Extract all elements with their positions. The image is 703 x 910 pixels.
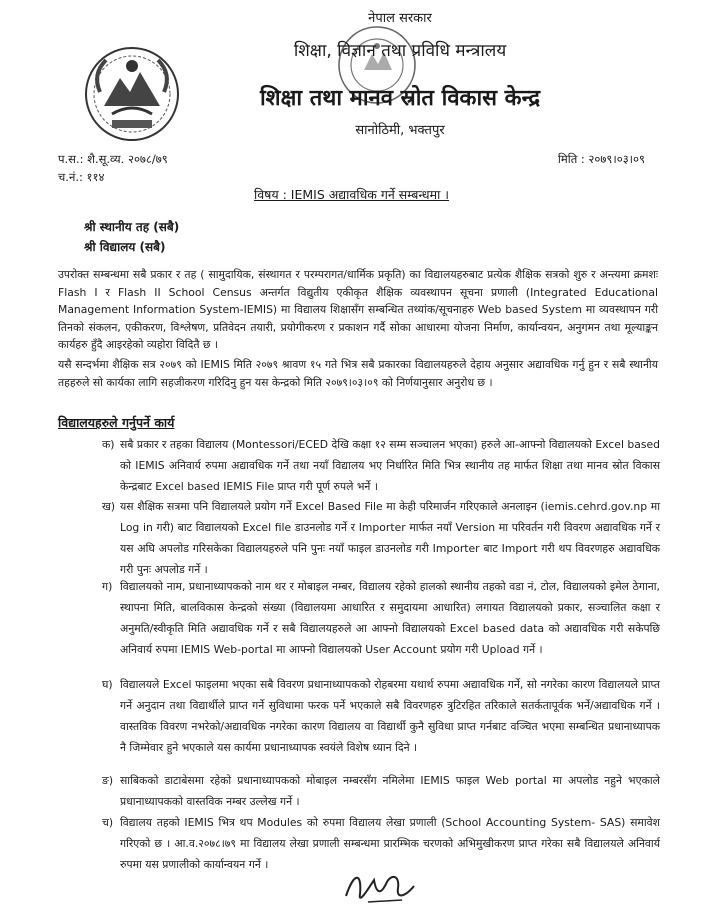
government-title: नेपाल सरकार — [368, 11, 432, 26]
task-marker: घ) — [102, 678, 113, 691]
task-text: विद्यालय तहको IEMIS भित्र थप Modules को रुपमा विद्यालय लेखा प्रणाली (School Accounting System- SAS) समावेश गरिएको छ । आ.व.२०७८।७९ मा विद्यालय लेखा प्रणाली सम्बन्धमा प्रारम्भिक चरणको अभिमुखीकरण प्राप्त गरेका सबै विद्यालयले अनिवार्य रुपमा यस प्रणालीको कार्यान्वयन गर्ने । — [120, 816, 660, 871]
task-marker: ग) — [102, 580, 113, 593]
task-text: विद्यालयले Excel फाइलमा भएका सबै विवरण प्रधानाध्यापकको रोहबरमा यथार्थ रुपमा अद्यावधिक गर्ने, सो नगरेका कारण विद्यालयले प्राप्त गर्ने अनुदान तथा विद्यार्थीले प्राप्त गर्ने सुविधामा फरक पर्ने भएकाले सबै विवरणहरु त्रुटिरहित तरिकाले सतर्कतापूर्वक भर्ने/अद्यावधिक गर्ने । वास्तविक विवरण नभरेको/अद्यावधिक नगरेका कारण विद्यालय वा विद्यार्थी कुनै सुविधा प्राप्त गर्नबाट वञ्चित भएमा सम्बन्धित प्रधानाध्यापक नै जिम्मेवार हुने भएकाले यस कार्यमा प्रधानाध्यापक स्वयंले विशेष ध्यान दिने । — [120, 678, 660, 754]
subject-line — [0, 186, 703, 203]
task-marker: क) — [102, 438, 115, 451]
handwritten-signature-icon — [340, 866, 420, 910]
paragraph-request: यसै सन्दर्भमा शैक्षिक सत्र २०७९ को IEMIS मिति २०७९ श्रावण १५ गते भित्र सबै प्रकारका विद्यालयहरुले देहाय अनुसार अद्यावधिक गर्नु हुन र सबै स्थानीय तहहरुले सो कार्यका लागि सहजीकरण गरिदिनु हुन यस केन्द्रको मिति २०७९।०३।०९ को निर्णयानुसार अनुरोध छ । — [58, 358, 658, 389]
task-marker: ङ) — [102, 774, 114, 787]
dispatch-number: च.नं.: ११४ — [58, 170, 105, 184]
task-text: साबिकको डाटाबेसमा रहेको प्रधानाध्यापकको मोबाइल नम्बरसँग नमिलेमा IEMIS फाइल Web portal मा अपलोड नहुने भएकाले प्रधानाध्यापकको वास्तविक नम्बर उल्लेख गर्ने । — [120, 774, 660, 808]
task-text: सबै प्रकार र तहका विद्यालय (Montessori/ECED देखि कक्षा १२ सम्म सञ्चालन भएका) हरुले आ-आफ्नो विद्यालयको Excel based को IEMIS अनिवार्य रुपमा अद्यावधिक गर्ने तथा नयाँ विद्यालय भए निर्धारित मिति भित्र स्थानीय तह मार्फत शिक्षा तथा मानव स्रोत विकास केन्द्रबाट Excel based IEMIS File प्राप्त गरी पूर्ण रुपले भर्ने । — [120, 438, 660, 493]
task-text: यस शैक्षिक सत्रमा पनि विद्यालयले प्रयोग गर्ने Excel Based File मा केही परिमार्जन गरिएकाले अनलाइन (iemis.cehrd.gov.np मा Log in गरी) बाट विद्यालयको Excel file डाउनलोड गर्ने र Importer मार्फत नयाँ Version मा परिवर्तन गरी विवरण अद्यावधिक गर्ने र यस अघि अपलोड गरिसकेका विद्यालयहरुले पनि पुनः नयाँ फाइल डाउनलोड गरी Importer बाट Import गरी थप विवरणहरु अद्यावधिक गरी पुनः अपलोड गर्ने । — [120, 500, 660, 576]
task-item — [58, 576, 660, 660]
letter-date: मिति : २०७९।०३।०९ — [557, 152, 645, 166]
task-marker: च) — [102, 816, 114, 829]
recipient-school: श्री विद्यालय (सबै) — [84, 240, 166, 254]
office-address: सानोठिमी, भक्तपुर — [355, 123, 445, 138]
letter-number: प.स.: शै.सू.व्य. २०७८/७९ — [58, 152, 168, 166]
task-text: विद्यालयको नाम, प्रधानाध्यापकको नाम थर र मोबाइल नम्बर, विद्यालय रहेको हालको स्थानीय तहको वडा नं, टोल, विद्यालयको इमेल ठेगाना, स्थापना मिति, बालविकास केन्द्रको संख्या (विद्यालयमा आधारित र समुदायमा आधारित) लगायत विद्यालयको प्रकार, सञ्चालित कक्षा र अनुमति/स्वीकृति मिति अद्यावधिक गर्ने र सबै विद्यालयहरुले आ आफ्नो विद्यालयको Excel based data को अद्यावधिक गरी सकेपछि अनिवार्य रुपमा IEMIS Web-portal मा आफ्नो विद्यालयको User Account प्रयोग गरी Upload गर्ने । — [120, 580, 660, 656]
task-marker: ख) — [102, 500, 116, 513]
recipient-local-level: श्री स्थानीय तह (सबै) — [84, 220, 180, 234]
subject-text: विषय : IEMIS अद्यावधिक गर्ने सम्बन्धमा । — [253, 187, 450, 202]
task-item — [58, 770, 660, 812]
task-item — [58, 434, 660, 497]
section-title: विद्यालयहरुले गर्नुपर्ने कार्य — [58, 415, 175, 430]
paragraph-intro: उपरोक्त सम्बन्धमा सबै प्रकार र तह ( सामुदायिक, संस्थागत र परम्परागत/धार्मिक प्रकृति) का विद्यालयहरुबाट प्रत्येक शैक्षिक सत्रको शुरु र अन्त्यमा क्रमशः Flash I र Flash II School Census अन्तर्गत विद्युतीय एकीकृत शैक्षिक व्यवस्थापन सूचना प्रणाली (Integrated Educational Management Information System-IEMIS) मा विद्यालय शिक्षासँग सम्बन्धित तथ्यांक/सूचनाहरु Web based System मा व्यवस्थापन गरी तिनको संकलन, एकीकरण, विश्लेषण, प्रतिवेदन तयारी, प्रयोगीकरण र प्रकाशन गर्दै सोका आधारमा योजना निर्माण, कार्यान्वयन, अनुगमन तथा मूल्याङ्कन कार्यहरु हुँदै आइरहेको व्यहोरा विदितै छ । — [58, 268, 658, 352]
nepal-government-emblem-icon — [82, 44, 182, 144]
center-title: शिक्षा तथा मानव स्रोत विकास केन्द्र — [259, 86, 541, 111]
task-item — [58, 496, 660, 580]
ministry-title: शिक्षा, विज्ञान तथा प्रविधि मन्त्रालय — [293, 41, 507, 61]
task-item — [58, 674, 660, 758]
